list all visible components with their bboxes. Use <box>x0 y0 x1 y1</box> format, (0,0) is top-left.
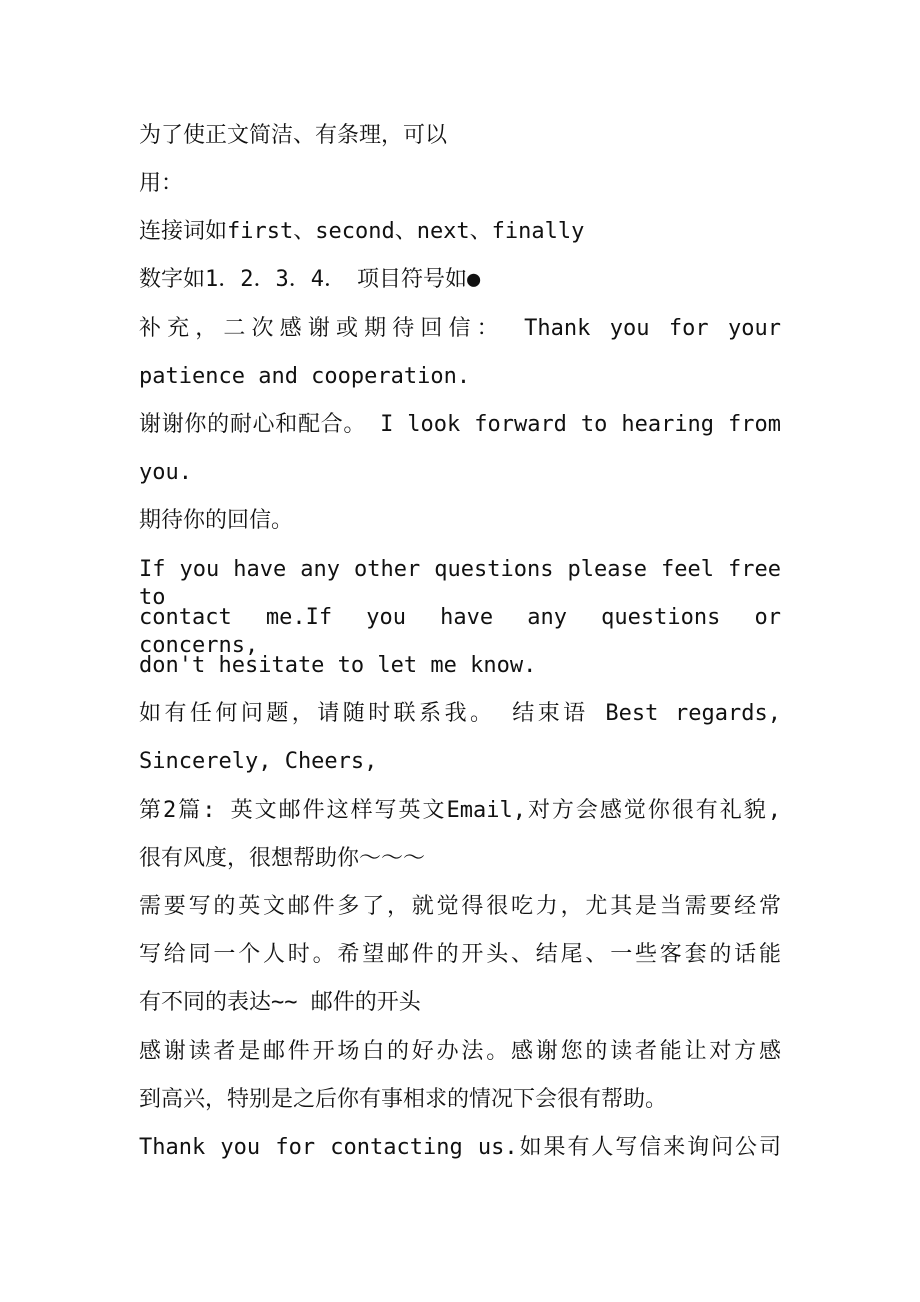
text-line: contact me.If you have any questions or concerns, <box>139 605 781 658</box>
text-line: patience and cooperation. <box>139 364 471 389</box>
text-line: 很有风度，很想帮助你～～～ <box>139 846 426 871</box>
text-line: Thank you for contacting us.如果有人写信来询问公司 <box>139 1135 781 1160</box>
text-line: 期待你的回信。 <box>139 508 294 533</box>
text-line: 为了使正文简洁、有条理，可以 <box>139 123 448 148</box>
text-line: 补充，二次感谢或期待回信： Thank you for your <box>139 316 781 341</box>
text-line: 写给同一个人时。希望邮件的开头、结尾、一些客套的话能 <box>139 942 781 967</box>
text-line: 如有任何问题，请随时联系我。 结束语 Best regards, <box>139 701 781 726</box>
text-line: Sincerely, Cheers, <box>139 749 378 774</box>
text-line: don't hesitate to let me know. <box>139 653 537 678</box>
text-line: If you have any other questions please feel free to <box>139 557 781 610</box>
text-line: you. <box>139 460 192 485</box>
text-line: 数字如1．2．3．4． 项目符号如● <box>139 267 481 292</box>
text-line: 感谢读者是邮件开场白的好办法。感谢您的读者能让对方感 <box>139 1039 781 1064</box>
text-line: 有不同的表达~~ 邮件的开头 <box>139 990 421 1015</box>
text-line: 需要写的英文邮件多了，就觉得很吃力，尤其是当需要经常 <box>139 894 781 919</box>
text-line: 到高兴，特别是之后你有事相求的情况下会很有帮助。 <box>139 1087 668 1112</box>
text-line: 谢谢你的耐心和配合。 I look forward to hearing from <box>139 412 781 437</box>
text-line: 用： <box>139 171 184 196</box>
text-line: 连接词如first、second、next、finally <box>139 219 585 244</box>
text-line: 第2篇: 英文邮件这样写英文Email,对方会感觉你很有礼貌, <box>139 798 781 823</box>
